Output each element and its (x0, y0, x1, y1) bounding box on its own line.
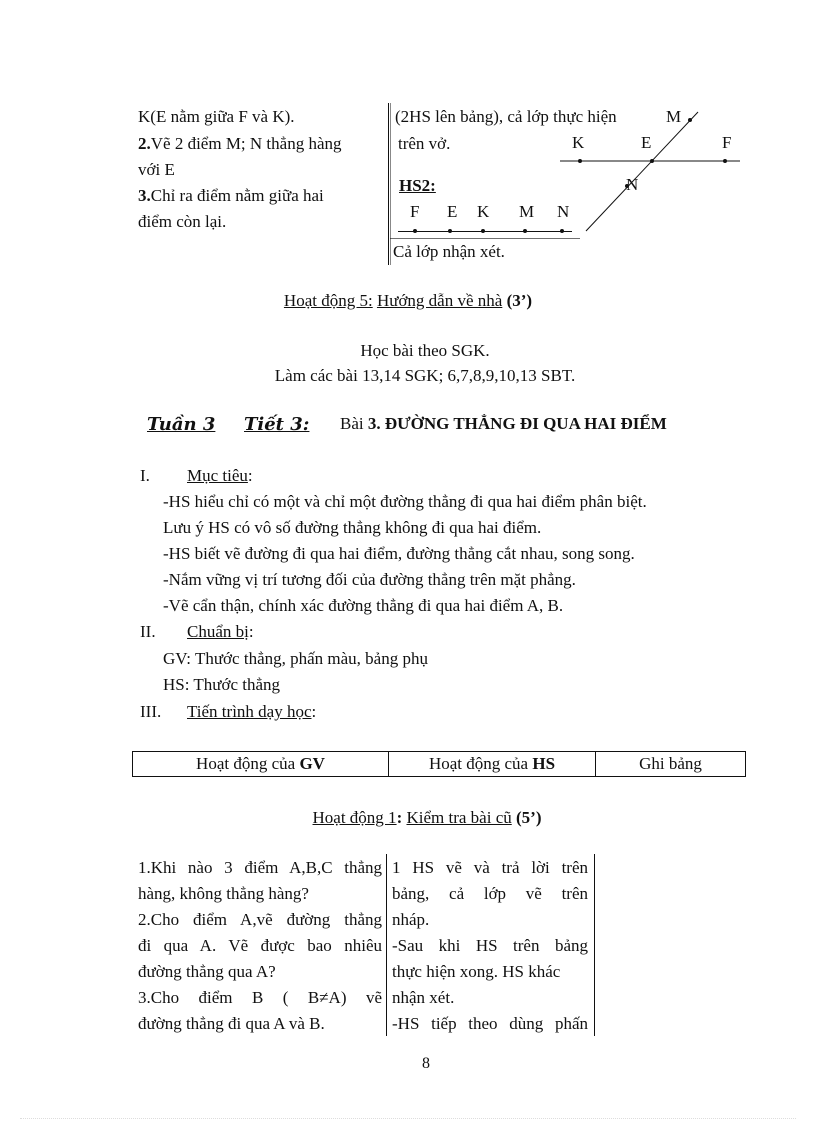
item-text: Vẽ 2 điểm M; N thẳng hàng (150, 134, 342, 153)
page-bottom-border (20, 1118, 796, 1119)
a1-right-line-4: -Sau khi HS trên bảng (392, 936, 588, 955)
fig1-label-M: M (666, 107, 682, 126)
hs2-dot (448, 229, 452, 233)
hs2-point-F: F (410, 202, 420, 221)
activity5-subtitle: Hướng dẫn về nhà (376, 291, 503, 310)
activity1-time: (5’) (516, 808, 542, 827)
week-label: Tuần 3 (147, 414, 216, 435)
a1-right-line-6: nhận xét. (392, 988, 455, 1007)
activity1-subtitle: Kiểm tra bài cũ (406, 808, 512, 827)
fig1-label-N: N (626, 175, 639, 194)
point-f (723, 159, 727, 163)
a1-right-line-2: bảng, cả lớp vẽ trên (392, 884, 588, 903)
item-number: 3. (138, 186, 151, 205)
section-2-title: Chuẩn bị: (187, 622, 254, 641)
point-e (650, 159, 654, 163)
point-m (688, 118, 692, 122)
top-left-line-1: K(E nằm giữa F và K). (138, 107, 295, 126)
activity1-title: Hoạt động 1 (312, 808, 397, 827)
col-pre: Hoạt động của (428, 754, 529, 773)
top-mid-last: Cả lớp nhận xét. (393, 242, 505, 261)
hs2-dot (481, 229, 485, 233)
lesson-number: 3. (367, 414, 381, 433)
hs2-point-M: M (519, 202, 535, 221)
section-1-title-text: Mục tiêu (187, 466, 248, 485)
a1-left-line-2: hàng, không thẳng hàng? (138, 884, 309, 903)
top-left-line-4 (138, 186, 382, 206)
fig1-label-E: E (641, 133, 652, 152)
activity5-time: (3’) (506, 291, 533, 310)
fig1-label-K: K (572, 133, 585, 152)
item-number: 2. (138, 134, 151, 153)
section-3-title: Tiến trình dạy học: (187, 702, 317, 721)
lesson-prefix: Bài (340, 414, 364, 433)
table-border (745, 751, 746, 777)
activity1-divider-2 (594, 854, 595, 1036)
fig1-label-F: F (722, 133, 732, 152)
lesson-name: ĐƯỜNG THẲNG ĐI QUA HAI ĐIỂM (384, 414, 667, 433)
a1-right-line-7: -HS tiếp theo dùng phấn (392, 1014, 588, 1033)
top-left-line-5: điểm còn lại. (138, 212, 227, 231)
a1-right-line-5: thực hiện xong. HS khác (392, 962, 561, 981)
col-pre: Hoạt động của (196, 754, 296, 773)
a1-left-line-1: 1.Khi nào 3 điểm A,B,C thẳng (138, 858, 382, 877)
period-label: Tiết 3: (244, 414, 310, 435)
top-left-line-2 (138, 134, 342, 154)
a1-left-line-3: 2.Cho điểm A,vẽ đường thẳng (138, 910, 382, 929)
hs2-line (398, 231, 572, 232)
figure-line-kef-mn (560, 100, 760, 240)
col-bold: HS (532, 754, 556, 773)
section-2-number: II. (140, 622, 156, 641)
objective-1: -HS hiểu chỉ có một và chỉ một đường thẳng đi qua hai điểm phân biệt. (163, 492, 647, 511)
section-2-title-text: Chuẩn bị (187, 622, 249, 641)
top-divider-left2 (390, 103, 391, 265)
top-mid-line-1: (2HS lên bảng), cả lớp thực hiện (395, 107, 617, 126)
objective-4: -Nắm vững vị trí tương đối của đường thẳng trên mặt phẳng. (163, 570, 576, 589)
top-divider-left (388, 103, 389, 265)
hs2-point-E: E (447, 202, 458, 221)
top-left-line-3: với E (138, 160, 175, 179)
prep-gv: GV: Thước thẳng, phấn màu, bảng phụ (163, 649, 428, 668)
hs2-point-N: N (557, 202, 570, 221)
activity5-title: Hoạt động 5: (283, 291, 373, 310)
activity5-line1: Học bài theo SGK. (360, 341, 490, 360)
page-number: 8 (422, 1055, 430, 1072)
section-3-number: III. (140, 702, 162, 721)
hs2-dot (523, 229, 527, 233)
a1-left-line-7: đường thẳng đi qua A và B. (138, 1014, 325, 1033)
hs2-point-K: K (477, 202, 490, 221)
col-bold: GV (299, 754, 325, 773)
a1-left-line-4: đi qua A. Vẽ được bao nhiêu (138, 936, 382, 955)
activity5-heading (0, 291, 816, 311)
a1-right-line-1: 1 HS vẽ và trả lời trên (392, 858, 588, 877)
table-header-hs (389, 752, 595, 776)
activity1-divider-1 (386, 854, 387, 1036)
hs2-dot (413, 229, 417, 233)
item-text: Chỉ ra điểm nằm giữa hai (150, 186, 324, 205)
prep-hs: HS: Thước thẳng (163, 675, 281, 694)
point-k (578, 159, 582, 163)
table-bottom-border (132, 776, 746, 777)
objective-2: Lưu ý HS có vô số đường thẳng không đi qua hai điểm. (163, 518, 542, 537)
table-header-board: Ghi bảng (639, 754, 702, 773)
a1-right-line-3: nháp. (392, 910, 430, 929)
hs2-label: HS2: (399, 176, 436, 195)
top-mid-line-2: trên vở. (398, 134, 451, 153)
objective-5: -Vẽ cẩn thận, chính xác đường thẳng đi qua hai điểm A, B. (163, 596, 564, 615)
lesson-title (340, 414, 667, 434)
section-1-number: I. (140, 466, 150, 485)
a1-left-line-5: đường thẳng qua A? (138, 962, 276, 981)
section-3-title-text: Tiến trình dạy học (187, 702, 312, 721)
table-header-gv (133, 752, 388, 776)
activity1-heading: Hoạt động 1: Kiểm tra bài cũ (5’) (312, 808, 542, 827)
objective-3: -HS biết vẽ đường đi qua hai điểm, đường thẳng cắt nhau, song song. (163, 544, 635, 563)
a1-left-line-6: 3.Cho điểm B ( B≠A) vẽ (138, 988, 382, 1007)
line-mn (586, 112, 698, 231)
section-1-title: Mục tiêu: (187, 466, 253, 485)
top-mid-separator (390, 238, 580, 239)
activity5-line2: Làm các bài 13,14 SGK; 6,7,8,9,10,13 SBT. (274, 366, 576, 385)
